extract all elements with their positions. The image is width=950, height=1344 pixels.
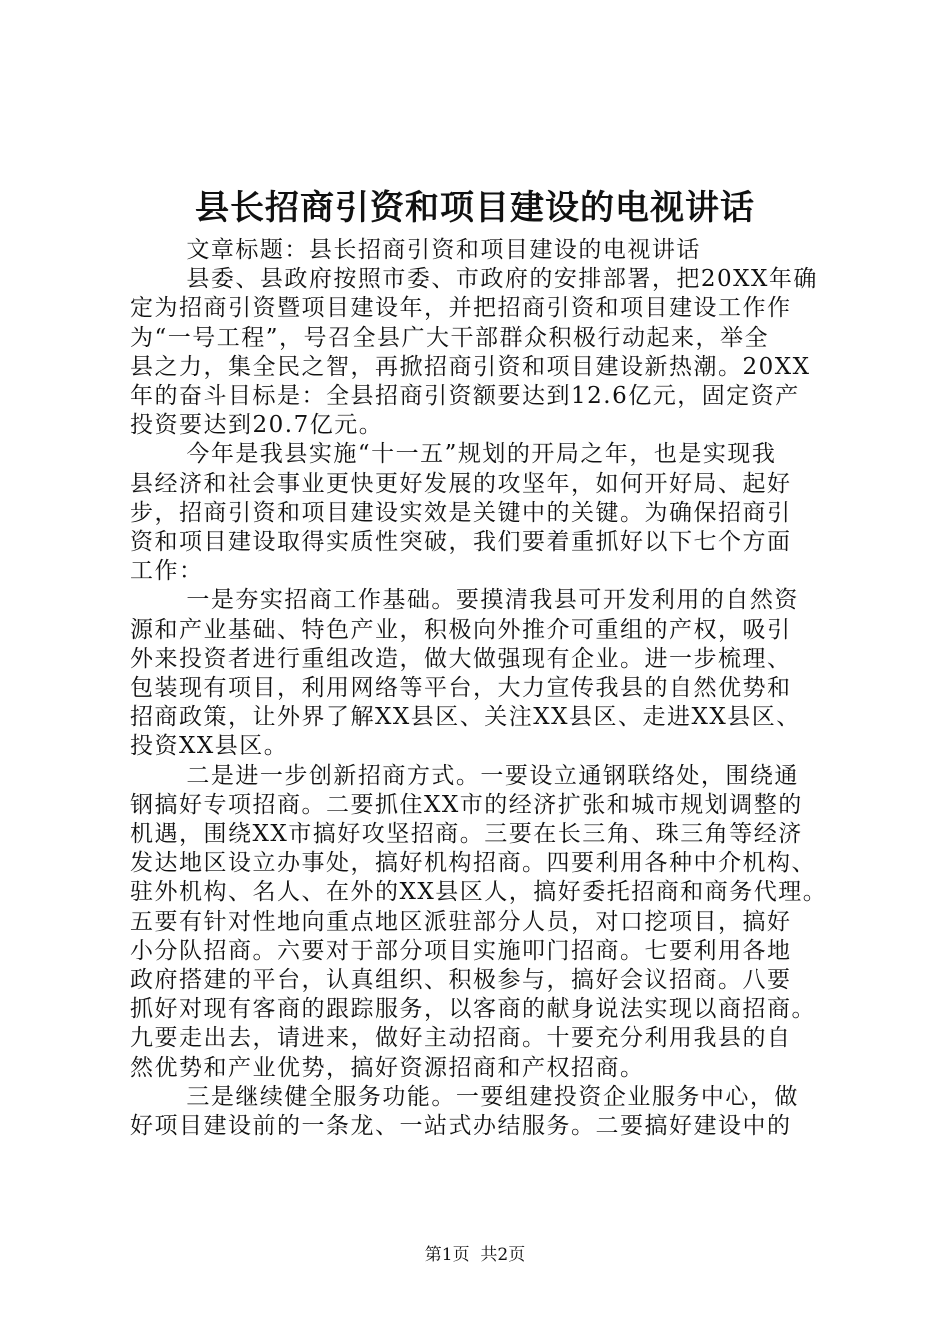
- paragraph-point-two: 二是进一步创新招商方式。一要设立通钢联络处，围绕通 钢搞好专项招商。二要抓住XX市的经济扩张和城市规划调整的 机遇，围绕XX市搞好攻坚招商。三要在长三角、珠三角等经济 发达地区设立办事处，搞好机构招商。四要利用各种中介机构、 驻外机构、名人、在外的XX县区人，搞好委托招商和商务代理。 五要有针对性地向重点地区派驻部分人员，对口挖项目，搞好 小分队招商。六要对于部分项目实施叩门招商。七要利用各地 政府搭建的平台，认真组织、积极参与，搞好会议招商。八要 抓好对现有客商的跟踪服务，以客商的献身说法实现以商招商。 九要走出去，请进来，做好主动招商。十要充分利用我县的自 然优势和产业优势，搞好资源招商和产权招商。: [130, 762, 828, 1081]
- paragraph-point-three: 三是继续健全服务功能。一要组建投资企业服务中心，做 好项目建设前的一条龙、一站式办结服务。二要搞好建设中的: [130, 1083, 799, 1140]
- paragraph-tasks: 今年是我县实施“十一五”规划的开局之年，也是实现我 县经济和社会事业更快更好发展的攻坚年，如何开好局、起好 步，招商引资和项目建设实效是关键中的关键。为确保招商引 资和项目建设取得实质性突破，我们要着重抓好以下七个方面 工作：: [130, 441, 792, 585]
- article-title-line: 文章标题：县长招商引资和项目建设的电视讲话: [186, 237, 701, 263]
- page-total: 共2页: [480, 1245, 526, 1265]
- page-number: 第1页: [424, 1245, 470, 1265]
- document-title: 县长招商引资和项目建设的电视讲话: [195, 188, 755, 228]
- document-body: [130, 236, 840, 1141]
- page-footer: [0, 1243, 950, 1267]
- paragraph-intro: 县委、县政府按照市委、市政府的安排部署，把20XX年确 定为招商引资暨项目建设年，并把招商引资和项目建设工作作 为“一号工程”，号召全县广大干部群众积极行动起来，举全 县之力，集全民之智，再掀招商引资和项目建设新热潮。20XX 年的奋斗目标是：全县招商引资额要达到12.6亿元，固定资产 投资要达到20.7亿元。: [130, 266, 818, 439]
- paragraph-point-one: 一是夯实招商工作基础。要摸清我县可开发利用的自然资 源和产业基础、特色产业，积极向外推介可重组的产权，吸引 外来投资者进行重组改造，做大做强现有企业。进一步梳理、 包装现有项目，利用网络等平台，大力宣传我县的自然优势和 招商政策，让外界了解XX县区、关注XX县区、走进XX县区、 投资XX县区。: [130, 587, 801, 760]
